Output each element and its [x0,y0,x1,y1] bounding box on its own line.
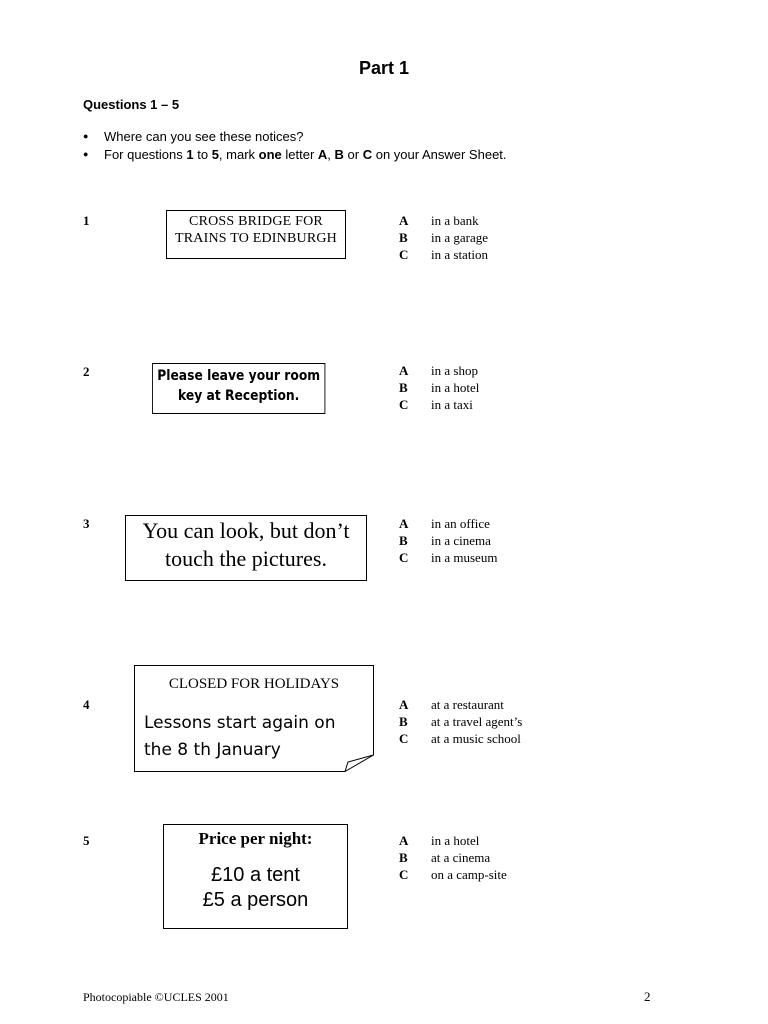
option-3a[interactable]: A in an office [399,516,490,531]
notice-4-title: CLOSED FOR HOLIDAYS [168,676,340,692]
option-3b[interactable]: B in a cinema [399,533,491,548]
notice-2 [152,363,325,414]
question-number-1: 1 [83,213,90,228]
options-4 [399,696,522,747]
option-4b[interactable]: B at a travel agent’s [399,714,523,729]
notice-3-line-1: You can look, but don’t [142,518,350,543]
option-2a[interactable]: A in a shop [399,363,478,378]
notice-5 [163,824,348,929]
notice-1-line-2: TRAINS TO EDINBURGH [175,231,337,246]
option-2b[interactable]: B in a hotel [399,380,480,395]
notice-5-line-1: £10 a tent [211,864,300,886]
page-number: 2 [644,989,651,1004]
footer-copyright: Photocopiable ©UCLES 2001 [83,990,229,1004]
notice-4 [134,665,374,772]
option-1b[interactable]: B in a garage [399,230,489,245]
notice-2-line-2: key at Reception. [177,388,300,404]
option-5a[interactable]: A in a hotel [399,833,480,848]
question-number-2: 2 [83,364,90,379]
instruction-item-1 [83,129,303,144]
question-number-4: 4 [83,697,90,712]
question-number-5: 5 [83,833,90,848]
options-2 [399,362,479,413]
option-1c[interactable]: C in a station [399,247,489,262]
notice-5-line-2: £5 a person [202,889,309,911]
bullet-icon: ● [83,149,89,159]
option-3c[interactable]: C in a museum [399,550,498,565]
option-2c[interactable]: C in a taxi [399,397,473,412]
instruction-text-2: For questions 1 to 5, mark one letter A, B or C on your Answer Sheet. [104,147,507,162]
notice-1 [166,210,346,259]
option-5c[interactable]: C on a camp-site [399,867,507,882]
notice-5-title: Price per night: [198,829,313,848]
notice-3-line-2: touch the pictures. [165,546,327,571]
option-5b[interactable]: B at a cinema [399,850,491,865]
notice-1-line-1: CROSS BRIDGE FOR [189,214,323,229]
notice-4-line-1: Lessons start again on [144,713,336,733]
instruction-text-1: Where can you see these notices? [104,129,304,144]
questions-heading: Questions 1 – 5 [83,97,180,112]
notice-2-line-1: Please leave your room [157,368,321,384]
options-5 [399,832,507,883]
option-4c[interactable]: C at a music school [399,731,521,746]
notice-3 [125,515,367,581]
bullet-icon: ● [83,131,89,141]
question-number-3: 3 [83,516,90,531]
part-title: Part 1 [358,58,410,78]
options-3 [399,515,497,566]
option-4a[interactable]: A at a restaurant [399,697,504,712]
instruction-item-2 [83,147,507,162]
option-1a[interactable]: A in a bank [399,213,479,228]
notice-4-line-2: the 8 th January [144,740,281,760]
options-1 [399,212,488,263]
